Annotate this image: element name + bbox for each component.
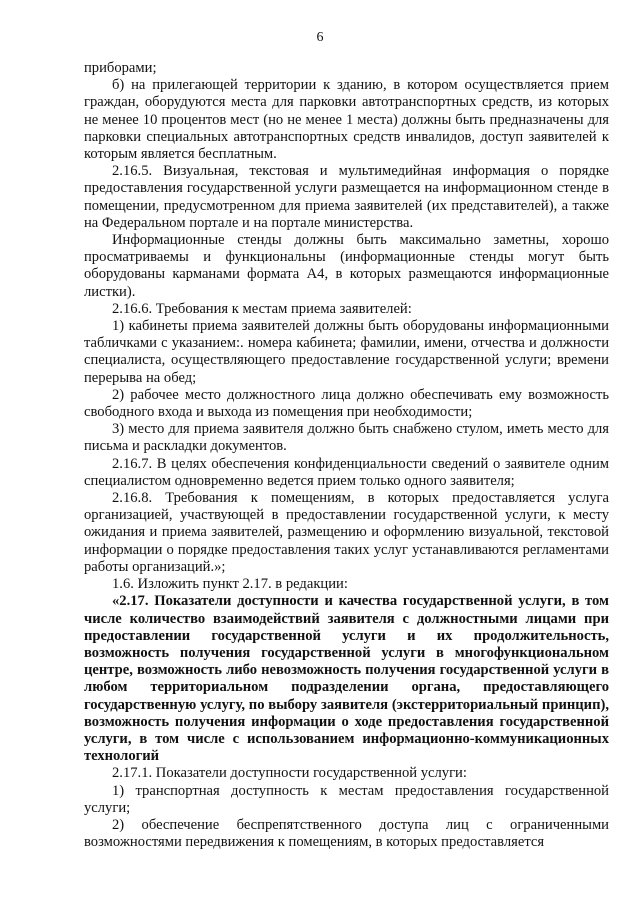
paragraph-2-16-6: 2.16.6. Требования к местам приема заявителей:	[112, 300, 412, 317]
paragraph-parking: б) на прилегающей территории к зданию, в котором осуществляется прием граждан, оборудуются места для парковки автотранспортных средств, из которых не менее 10 процентов мест (но не менее 1 места) должны быть предназначены для парковки специальных автотранспортных средств инвалидов, доступ заявителей к которым является бесплатным.	[84, 77, 609, 163]
paragraph-item-3: 3) место для приема заявителя должно быть снабжено стулом, иметь место для письма и раскладки документов.	[84, 421, 609, 455]
paragraph-item-2: 2) рабочее место должностного лица должно обеспечивать ему возможность свободного входа и выхода из помещения при необходимости;	[84, 386, 609, 421]
page-number: 6	[316, 30, 324, 45]
document-body	[84, 60, 609, 851]
paragraph-2-16-7: 2.16.7. В целях обеспечения конфиденциальности сведений о заявителе одним специалистом одновременно ведется прием только одного заявителя;	[84, 455, 609, 489]
paragraph-2-16-5: 2.16.5. Визуальная, текстовая и мультимедийная информация о порядке предоставления государственной услуги размещается на информационном стенде в помещении, предусмотренном для приема заявителей (их представителей), а также на Федеральном портале и на портале министерства.	[84, 163, 609, 231]
paragraph-transport: 1) транспортная доступность к местам предоставления государственной услуги;	[84, 782, 609, 816]
paragraph-2-17-1: 2.17.1. Показатели доступности государственной услуги:	[112, 765, 467, 782]
paragraph-item-1: 1) кабинеты приема заявителей должны быть оборудованы информационными табличками с указанием:. номера кабинета; фамилии, имени, отчества и должности специалиста, осуществляющего предоставление государственной услуги; времени перерыва на обед;	[84, 318, 609, 386]
paragraph-access: 2) обеспечение беспрепятственного доступа лиц с ограниченными возможностями передвижения к помещениям, в которых предоставляется	[84, 816, 609, 851]
paragraph-2-16-8: 2.16.8. Требования к помещениям, в которых предоставляется услуга организацией, участвующей в предоставлении государственной услуги, к месту ожидания и приема заявителей, размещению и оформлению визуальной, текстовой информации о порядке предоставления таких услуг устанавливаются регламентами работы организаций.»;	[84, 490, 609, 575]
paragraph-info-stands: Информационные стенды должны быть максимально заметны, хорошо просматриваемы и функциональны (информационные стенды могут быть оборудованы карманами формата А4, в которых размещаются информационные листки).	[84, 232, 609, 300]
paragraph-2-17-heading: «2.17. Показатели доступности и качества государственной услуги, в том числе количество взаимодействий заявителя с должностными лицами при предоставлении государственной услуги и их продолжительность, возможность получения государственной услуги в многофункциональном центре, возможность либо невозможность получения государственной услуги в любом территориальном подразделении органа, предоставляющего государственную услугу, по выбору заявителя (экстерриториальный принцип), возможность получения информации о ходе предоставления государственной услуги, в том числе с использованием информационно-коммуникационных технологий	[84, 593, 609, 765]
paragraph-continuation: приборами;	[84, 60, 157, 76]
paragraph-1-6: 1.6. Изложить пункт 2.17. в редакции:	[112, 576, 348, 593]
